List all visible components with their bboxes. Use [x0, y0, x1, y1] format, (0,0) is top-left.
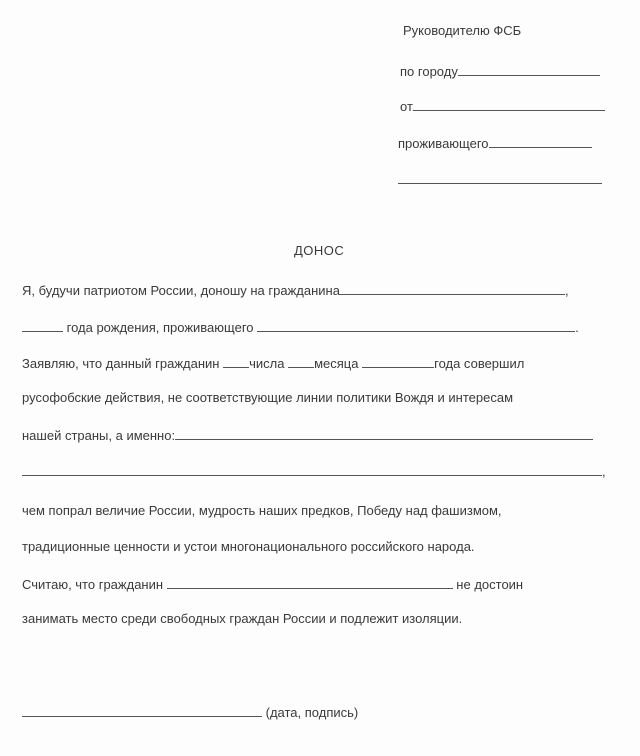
addressee-residing-row — [398, 135, 592, 152]
body-line-1-text: Я, будучи патриотом России, доношу на гражданина — [22, 283, 340, 298]
address-continuation-blank[interactable] — [398, 183, 602, 184]
document-title: ДОНОС — [294, 243, 345, 258]
actions-blank-2[interactable] — [22, 463, 602, 476]
citizen-name-blank-2[interactable] — [167, 576, 453, 589]
body-line-1-end: , — [564, 283, 569, 298]
birth-year-blank[interactable] — [22, 319, 63, 332]
signature-row — [22, 704, 358, 721]
body-line-3 — [22, 355, 524, 372]
month-blank[interactable] — [288, 355, 314, 368]
body-line-2-end: . — [575, 320, 579, 335]
citizen-name-blank[interactable] — [340, 282, 565, 295]
addressee-from-label: от — [400, 99, 413, 114]
addressee-city-row — [400, 63, 600, 80]
body-line-9-a: Считаю, что гражданин — [22, 577, 164, 592]
signature-label: (дата, подпись) — [265, 705, 359, 720]
city-blank[interactable] — [458, 63, 600, 76]
signature-blank[interactable] — [22, 704, 262, 717]
body-line-10: занимать место среди свободных граждан России и подлежит изоляции. — [22, 611, 463, 626]
body-line-4: русофобские действия, не соответствующие линии политики Вождя и интересам — [22, 390, 514, 405]
body-line-3-b: числа — [249, 356, 285, 371]
body-line-1 — [22, 282, 569, 299]
body-line-2-text: года рождения, проживающего — [66, 320, 254, 335]
addressee-residing-label: проживающего — [398, 136, 489, 151]
addressee-to: Руководителю ФСБ — [403, 23, 522, 38]
addressee-from-row — [400, 98, 605, 115]
day-blank[interactable] — [223, 355, 249, 368]
body-line-8: традиционные ценности и устои многонационального российского народа. — [22, 539, 475, 554]
year-blank[interactable] — [362, 355, 434, 368]
body-line-5-text: нашей страны, а именно: — [22, 428, 176, 443]
body-line-5 — [22, 427, 593, 444]
body-line-6-end: , — [602, 464, 606, 479]
residing-blank[interactable] — [489, 135, 592, 148]
residence-blank[interactable] — [257, 319, 575, 332]
body-line-3-a: Заявляю, что данный гражданин — [22, 356, 220, 371]
body-line-7: чем попрал величие России, мудрость наших предков, Победу над фашизмом, — [22, 503, 502, 518]
body-line-6 — [22, 463, 606, 480]
actions-blank-1[interactable] — [175, 427, 593, 440]
body-line-2 — [22, 319, 579, 336]
body-line-3-d: года совершил — [434, 356, 525, 371]
addressee-city-label: по городу — [400, 64, 458, 79]
from-blank[interactable] — [413, 98, 605, 111]
body-line-3-c: месяца — [314, 356, 359, 371]
body-line-9-b: не достоин — [456, 577, 524, 592]
body-line-9 — [22, 576, 523, 593]
